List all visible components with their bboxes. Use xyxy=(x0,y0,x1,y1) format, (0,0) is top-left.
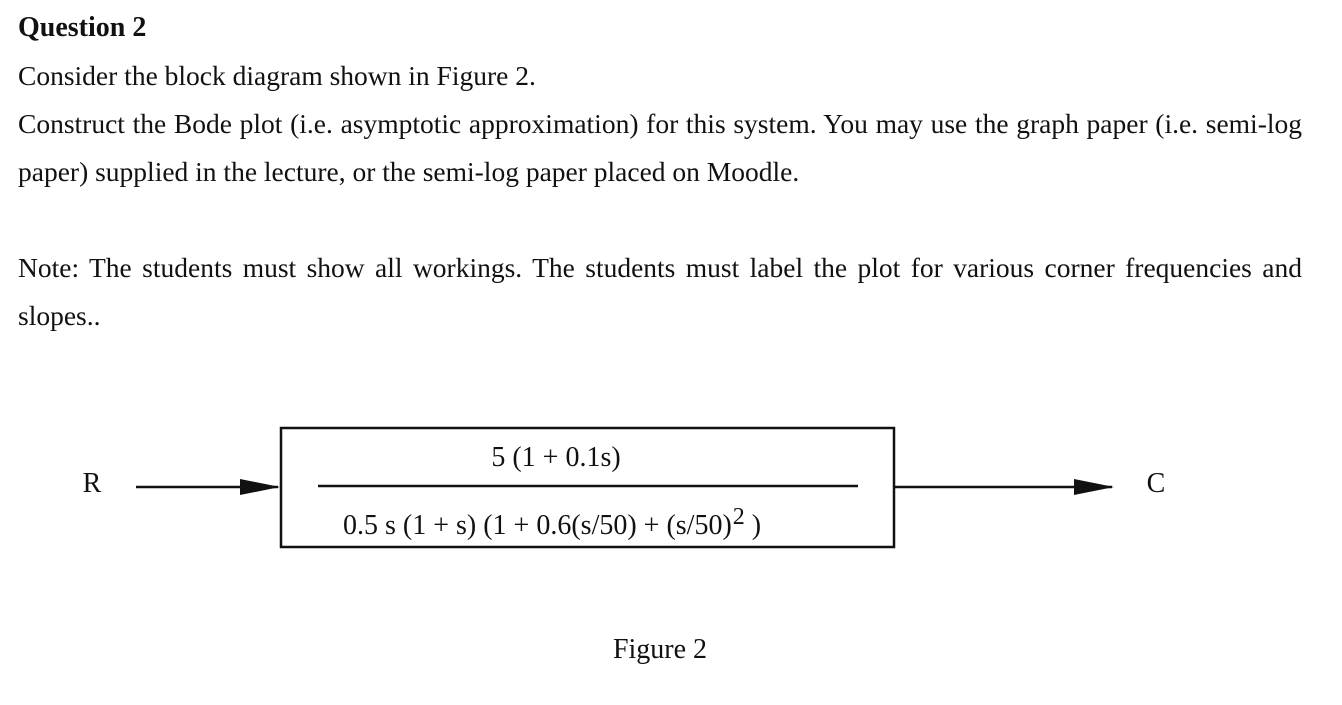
transfer-function-block xyxy=(281,428,894,547)
denominator-main: 0.5 s (1 + s) (1 + 0.6(s/50) + (s/50) xyxy=(343,510,732,541)
task-paragraph: Construct the Bode plot (i.e. asymptotic approximation) for this system. You may use the graph paper (i.e. semi-log paper) supplied in the lecture, or the semi-log paper placed on Moodle. xyxy=(18,108,1302,187)
input-label: R xyxy=(82,468,102,499)
intro-paragraph: Consider the block diagram shown in Figure 2. xyxy=(18,60,536,91)
output-label: C xyxy=(1146,468,1166,499)
figure-caption: Figure 2 xyxy=(612,634,708,665)
question-title: Question 2 xyxy=(18,12,147,43)
numerator-expression: 5 (1 + 0.1s) xyxy=(491,442,621,473)
denominator-close: ) xyxy=(751,510,762,541)
note-paragraph: Note: The students must show all workings. The students must label the plot for various corner frequencies and slopes.. xyxy=(18,252,1302,331)
denominator-expression xyxy=(343,500,761,541)
denominator-exponent: 2 xyxy=(732,504,745,530)
